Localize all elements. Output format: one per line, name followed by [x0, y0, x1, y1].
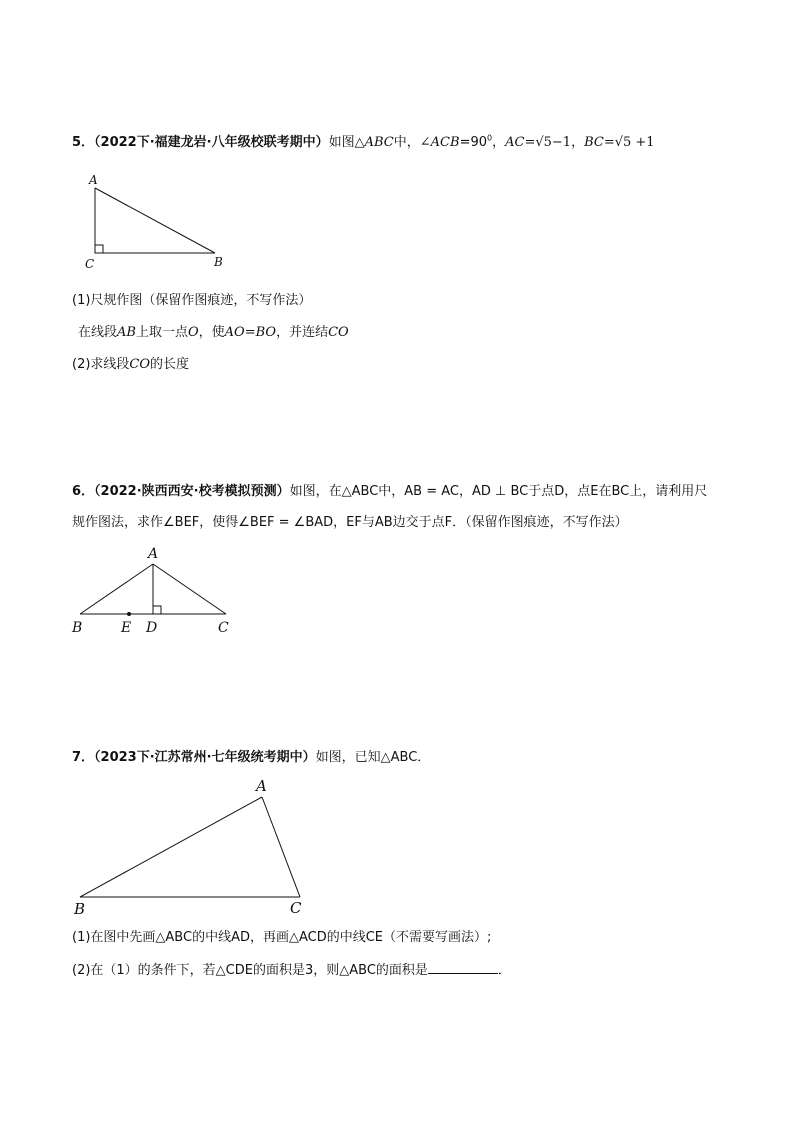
q6-label-d: D [146, 620, 158, 636]
q5-part1-title: (1)尺规作图（保留作图痕迹，不写作法） [72, 293, 312, 308]
q7-label-c: C [290, 899, 302, 917]
q6-line1 [72, 483, 707, 501]
q5-label-b: B [214, 255, 223, 269]
q5-number: 5． [72, 135, 95, 150]
q5-angle: ∠ACB [419, 135, 460, 150]
q7-part2: (2)在（1）的条件下，若△CDE的面积是3，则△ABC的面积是 ． [72, 963, 511, 978]
q5-part1-body: 在线段AB上取一点O，使AO=BO，并连结CO [78, 325, 349, 340]
q5-stem [72, 134, 655, 152]
q7-text: 如图，已知△ABC． [315, 750, 431, 765]
q5-ac: AC [505, 135, 525, 150]
q6-figure [68, 544, 248, 640]
q5-part2: (2)求线段CO的长度 [72, 357, 190, 372]
q5-text-a: 如图 [328, 135, 355, 150]
q5-comma: ， [492, 135, 506, 150]
q6-label-a: A [148, 546, 159, 562]
q6-label-e: E [121, 620, 132, 636]
q6-source: （2022·陕西西安·校考模拟预测） [94, 484, 290, 499]
q7-stem [72, 749, 430, 767]
q7-label-b: B [74, 900, 86, 918]
q7-part1: (1)在图中先画△ABC的中线AD，再画△ACD的中线CE（不需要写画法）; [72, 930, 492, 945]
q5-label-a: A [89, 173, 98, 187]
q7-number: 7． [72, 750, 95, 765]
q7-figure [70, 774, 320, 919]
q6-text-1: 如图，在△ABC中，AB = AC，AD ⊥ BC于点D，点E在BC上，请利用尺 [289, 484, 708, 499]
q5-eq90: =90 [459, 135, 487, 150]
q5-bc-val: =√5 +1 [603, 135, 655, 150]
q6-line2: 规作图法，求作∠BEF，使得∠BEF = ∠BAD，EF与AB边交于点F．（保留作图痕迹，不写作法） [72, 515, 628, 530]
q6-label-b: B [72, 620, 83, 636]
q5-triangle: △ABC [354, 135, 394, 150]
q7-answer-blank[interactable] [428, 961, 498, 974]
q5-ac-val: =√5−1， [524, 135, 585, 150]
q5-figure [80, 170, 240, 280]
q5-source: （2022下·福建龙岩·八年级校联考期中） [94, 135, 329, 150]
q6-label-c: C [218, 620, 229, 636]
q5-bc: BC [584, 135, 604, 150]
q5-label-c: C [85, 257, 95, 271]
q7-label-a: A [256, 777, 267, 795]
q7-source: （2023下·江苏常州·七年级统考期中） [94, 750, 316, 765]
q5-text-b: 中， [393, 135, 420, 150]
q5-deg: 0 [487, 133, 493, 143]
q6-number: 6． [72, 484, 95, 499]
